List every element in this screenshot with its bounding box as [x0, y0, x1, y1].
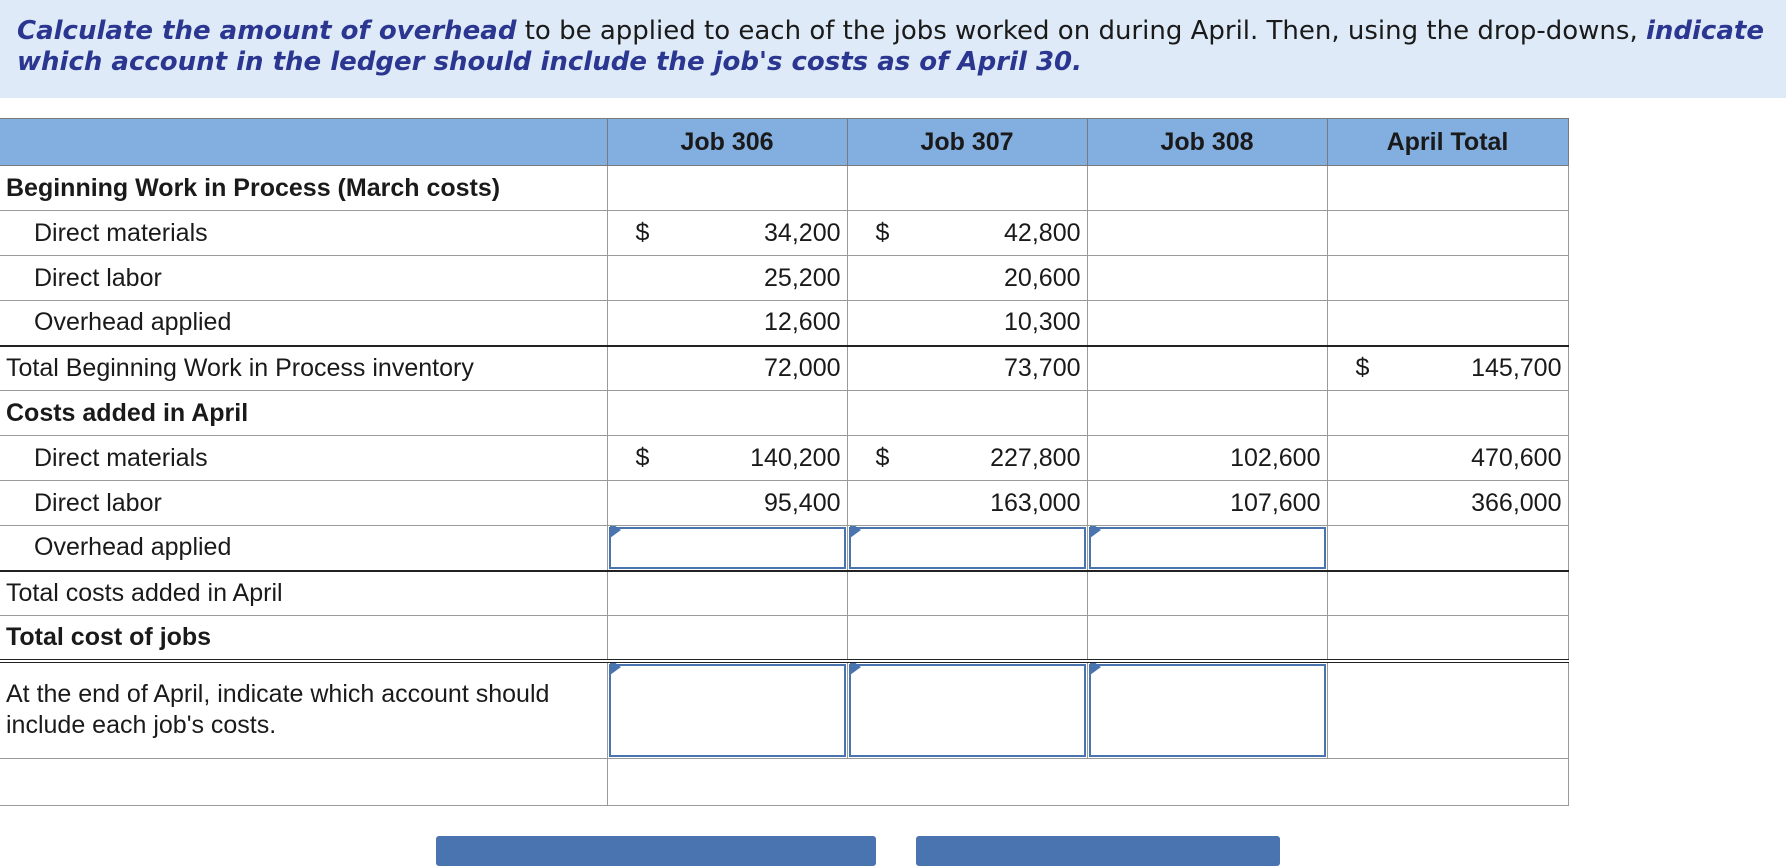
header-blank	[0, 119, 607, 166]
header-april-total: April Total	[1327, 119, 1568, 166]
value: 145,700	[1471, 353, 1562, 382]
account-dropdown-job-306[interactable]	[607, 661, 847, 759]
empty-cell	[847, 571, 1087, 616]
table-row	[0, 346, 1568, 391]
value: 140,200	[750, 443, 841, 472]
table-row	[0, 436, 1568, 481]
empty-cell	[1327, 301, 1568, 346]
value-cell: 25,200	[607, 256, 847, 301]
dropdown-marker-icon	[850, 661, 861, 675]
empty-cell	[1327, 256, 1568, 301]
value-cell: 72,000	[607, 346, 847, 391]
empty-cell	[607, 616, 847, 661]
dropdown-marker-icon	[1090, 661, 1101, 675]
input-marker-icon	[850, 526, 861, 539]
table-row	[0, 571, 1568, 616]
row-label: Direct materials	[0, 436, 607, 481]
input-box[interactable]	[609, 527, 846, 569]
table-row	[0, 301, 1568, 346]
currency-symbol: $	[875, 443, 890, 472]
row-label: Direct materials	[0, 211, 607, 256]
empty-cell	[847, 391, 1087, 436]
empty-cell	[847, 759, 1087, 806]
table-row	[0, 391, 1568, 436]
row-label: Direct labor	[0, 481, 607, 526]
empty-cell	[1087, 166, 1327, 211]
empty-cell	[1327, 211, 1568, 256]
value-cell: 366,000	[1327, 481, 1568, 526]
dropdown-box[interactable]	[609, 664, 846, 758]
empty-cell	[847, 166, 1087, 211]
empty-cell	[1327, 391, 1568, 436]
empty-cell	[607, 759, 847, 806]
navigation-button-left[interactable]	[436, 836, 876, 866]
empty-cell	[1327, 526, 1568, 571]
currency-symbol: $	[875, 218, 890, 247]
instruction-emphasis-2: indicate	[1645, 16, 1764, 46]
empty-cell	[607, 166, 847, 211]
empty-cell	[1327, 571, 1568, 616]
job-cost-table	[0, 118, 1569, 806]
empty-cell	[1327, 661, 1568, 759]
value-cell: 95,400	[607, 481, 847, 526]
value-cell	[847, 211, 1087, 256]
table-row	[0, 661, 1568, 759]
overhead-input-job-307[interactable]	[847, 526, 1087, 571]
row-label: Overhead applied	[0, 301, 607, 346]
row-label: Total costs added in April	[0, 571, 607, 616]
empty-cell	[1327, 616, 1568, 661]
table-row	[0, 166, 1568, 211]
empty-cell	[847, 616, 1087, 661]
value-cell	[607, 211, 847, 256]
empty-cell	[1087, 301, 1327, 346]
table-row	[0, 211, 1568, 256]
table-row	[0, 481, 1568, 526]
table-row	[0, 256, 1568, 301]
dropdown-marker-icon	[610, 661, 621, 675]
instruction-text-1: to be applied to each of the jobs worked on during April. Then, using the drop-downs,	[516, 16, 1646, 46]
navigation-button-right[interactable]	[916, 836, 1280, 866]
header-job-307: Job 307	[847, 119, 1087, 166]
empty-cell	[1087, 391, 1327, 436]
account-dropdown-job-308[interactable]	[1087, 661, 1327, 759]
value-cell: 470,600	[1327, 436, 1568, 481]
instruction-emphasis-3: which account in the ledger should include the job's costs as of April 30.	[17, 47, 1082, 77]
empty-cell	[1327, 759, 1568, 806]
empty-cell	[607, 391, 847, 436]
instruction-emphasis-1: Calculate the amount of overhead	[17, 16, 517, 46]
empty-cell	[0, 759, 607, 806]
row-label: Total cost of jobs	[0, 616, 607, 661]
dropdown-box[interactable]	[1089, 664, 1326, 758]
empty-cell	[1087, 211, 1327, 256]
input-box[interactable]	[1089, 527, 1326, 569]
instructions	[0, 0, 1786, 98]
value-cell: 107,600	[1087, 481, 1327, 526]
row-label: Overhead applied	[0, 526, 607, 571]
header-job-308: Job 308	[1087, 119, 1327, 166]
empty-cell	[1087, 571, 1327, 616]
currency-symbol: $	[635, 218, 650, 247]
value-cell: 163,000	[847, 481, 1087, 526]
input-box[interactable]	[849, 527, 1086, 569]
value: 34,200	[764, 218, 841, 247]
table-row	[0, 616, 1568, 661]
value-cell: 12,600	[607, 301, 847, 346]
value: 227,800	[990, 443, 1081, 472]
header-job-306: Job 306	[607, 119, 847, 166]
row-label: At the end of April, indicate which account should include each job's costs.	[0, 661, 607, 759]
currency-symbol: $	[1355, 353, 1370, 382]
header-row	[0, 119, 1568, 166]
dropdown-box[interactable]	[849, 664, 1086, 758]
value-cell: 73,700	[847, 346, 1087, 391]
row-label: Direct labor	[0, 256, 607, 301]
input-marker-icon	[1090, 526, 1101, 539]
value-cell	[607, 436, 847, 481]
value-cell: 10,300	[847, 301, 1087, 346]
value-cell	[1327, 346, 1568, 391]
value-cell: 102,600	[1087, 436, 1327, 481]
overhead-input-job-308[interactable]	[1087, 526, 1327, 571]
currency-symbol: $	[635, 443, 650, 472]
value-cell	[847, 436, 1087, 481]
empty-cell	[607, 571, 847, 616]
section-label-costs-added: Costs added in April	[0, 391, 607, 436]
value: 42,800	[1004, 218, 1081, 247]
empty-cell	[1087, 346, 1327, 391]
input-marker-icon	[610, 526, 621, 539]
empty-cell	[1087, 256, 1327, 301]
empty-cell	[1327, 166, 1568, 211]
account-dropdown-job-307[interactable]	[847, 661, 1087, 759]
table-row	[0, 759, 1568, 806]
overhead-input-job-306[interactable]	[607, 526, 847, 571]
empty-cell	[1087, 616, 1327, 661]
table-row	[0, 526, 1568, 571]
value-cell: 20,600	[847, 256, 1087, 301]
row-label: Total Beginning Work in Process inventory	[0, 346, 607, 391]
empty-cell	[1087, 759, 1327, 806]
section-label-beginning-wip: Beginning Work in Process (March costs)	[0, 166, 607, 211]
